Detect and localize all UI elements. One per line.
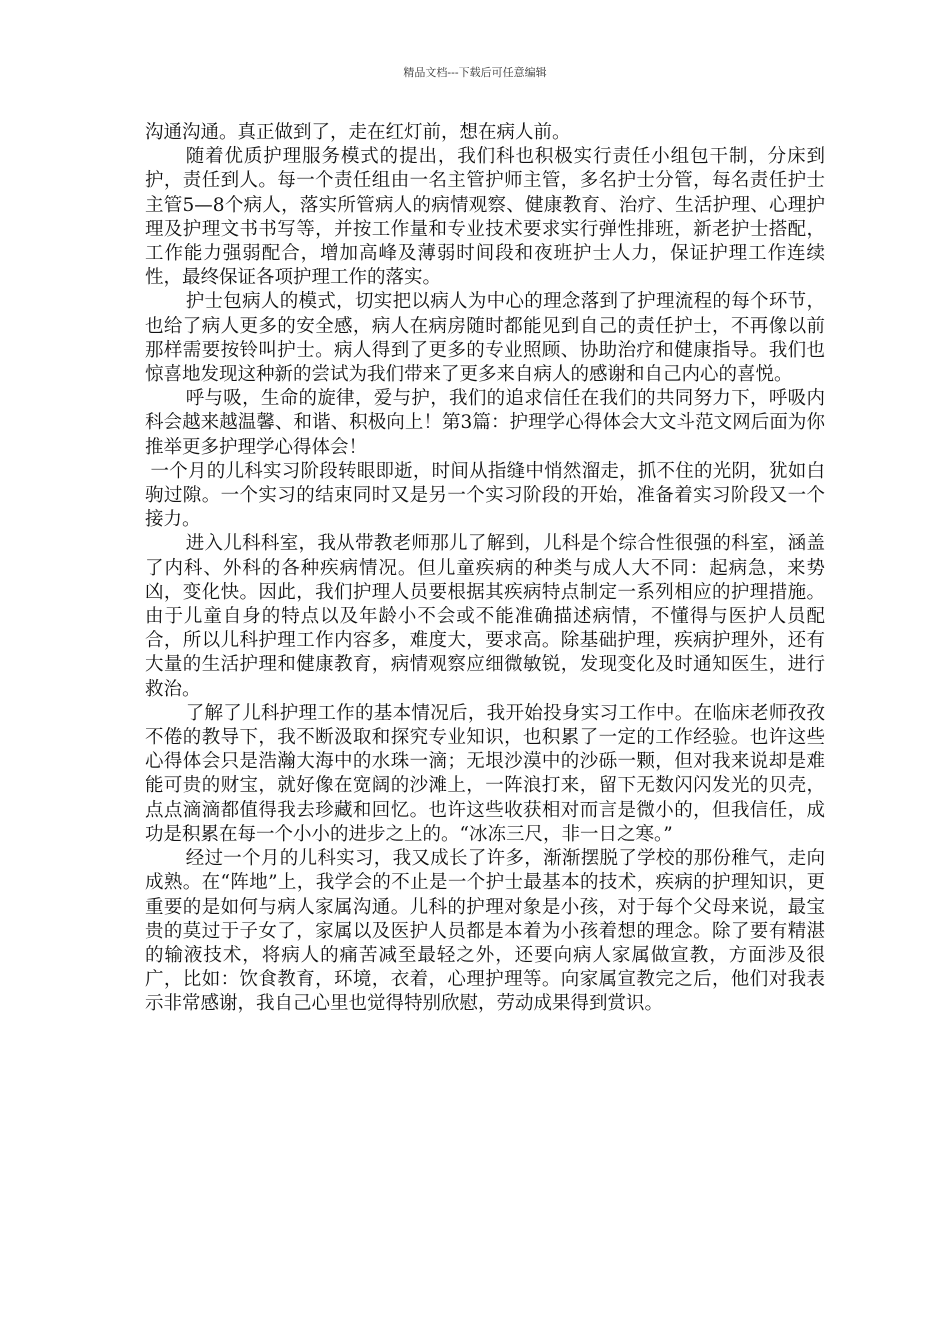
document-body xyxy=(145,121,825,1017)
paragraph: 了解了儿科护理工作的基本情况后，我开始投身实习工作中。在临床老师孜孜不倦的教导下，我不断汲取和探究专业知识，也积累了一定的工作经验。也许这些心得体会只是浩瀚大海中的水珠一滴；无垠沙漠中的沙砾一颗，但对我来说却是难能可贵的财宝，就好像在宽阔的沙滩上，一阵浪打来，留下无数闪闪发光的贝壳，点点滴滴都值得我去珍藏和回忆。也许这些收获相对而言是微小的，但我信任，成功是积累在每一个小小的进步之上的。“冰冻三尺，非一日之寒。” xyxy=(145,702,825,845)
paragraph: 经过一个月的儿科实习，我又成长了许多，渐渐摆脱了学校的那份稚气，走向成熟。在“阵地”上，我学会的不止是一个护士最基本的技术，疾病的护理知识，更重要的是如何与病人家属沟通。儿科的护理对象是小孩，对于每个父母来说，最宝贵的莫过于子女了，家属以及医护人员都是本着为小孩着想的理念。除了要有精湛的输液技术，将病人的痛苦减至最轻之外，还要向病人家属做宣教，方面涉及很广，比如：饮食教育，环境，衣着，心理护理等。向家属宣教完之后，他们对我表示非常感谢，我自己心里也觉得特别欣慰，劳动成果得到赏识。 xyxy=(145,848,825,1015)
paragraph: 随着优质护理服务模式的提出，我们科也积极实行责任小组包干制，分床到护，责任到人。每一个责任组由一名主管护师主管，多名护士分管，每名责任护士主管5—8个病人，落实所管病人的病情观察、健康教育、治疗、生活护理、心理护理及护理文书书写等，并按工作量和专业技术要求实行弹性排班，新老护士搭配，工作能力强弱配合，增加高峰及薄弱时间段和夜班护士人力，保证护理工作连续性，最终保证各项护理工作的落实。 xyxy=(145,146,825,289)
page-header: 精品文档---下载后可任意编辑 xyxy=(403,66,547,79)
paragraph: 进入儿科科室，我从带教老师那儿了解到，儿科是个综合性很强的科室，涵盖了内科、外科的各种疾病情况。但儿童疾病的种类与成人大不同：起病急，来势凶，变化快。因此，我们护理人员要根据其疾病特点制定一系列相应的护理措施。由于儿童自身的特点以及年龄小不会或不能准确描述病情，不懂得与医护人员配合，所以儿科护理工作内容多，难度大，要求高。除基础护理，疾病护理外，还有大量的生活护理和健康教育，病情观察应细微敏锐，发现变化及时通知医生，进行救治。 xyxy=(145,533,825,700)
paragraph: 一个月的儿科实习阶段转眼即逝，时间从指缝中悄然溜走，抓不住的光阴，犹如白驹过隙。一个实习的结束同时又是另一个实习阶段的开始，准备着实习阶段又一个接力。 xyxy=(145,460,825,531)
paragraph: 护士包病人的模式，切实把以病人为中心的理念落到了护理流程的每个环节，也给了病人更多的安全感，病人在病房随时都能见到自己的责任护士，不再像以前那样需要按铃叫护士。病人得到了更多的专业照顾、协助治疗和健康指导。我们也惊喜地发现这种新的尝试为我们带来了更多来自病人的感谢和自己内心的喜悦。 xyxy=(145,291,825,386)
paragraph: 沟通沟通。真正做到了，走在红灯前，想在病人前。 xyxy=(145,122,571,143)
paragraph: 呼与吸，生命的旋律，爱与护，我们的追求信任在我们的共同努力下，呼吸内科会越来越温馨、和谐、积极向上！第3篇：护理学心得体会大文斗范文网后面为你推举更多护理学心得体会！ xyxy=(145,388,825,458)
